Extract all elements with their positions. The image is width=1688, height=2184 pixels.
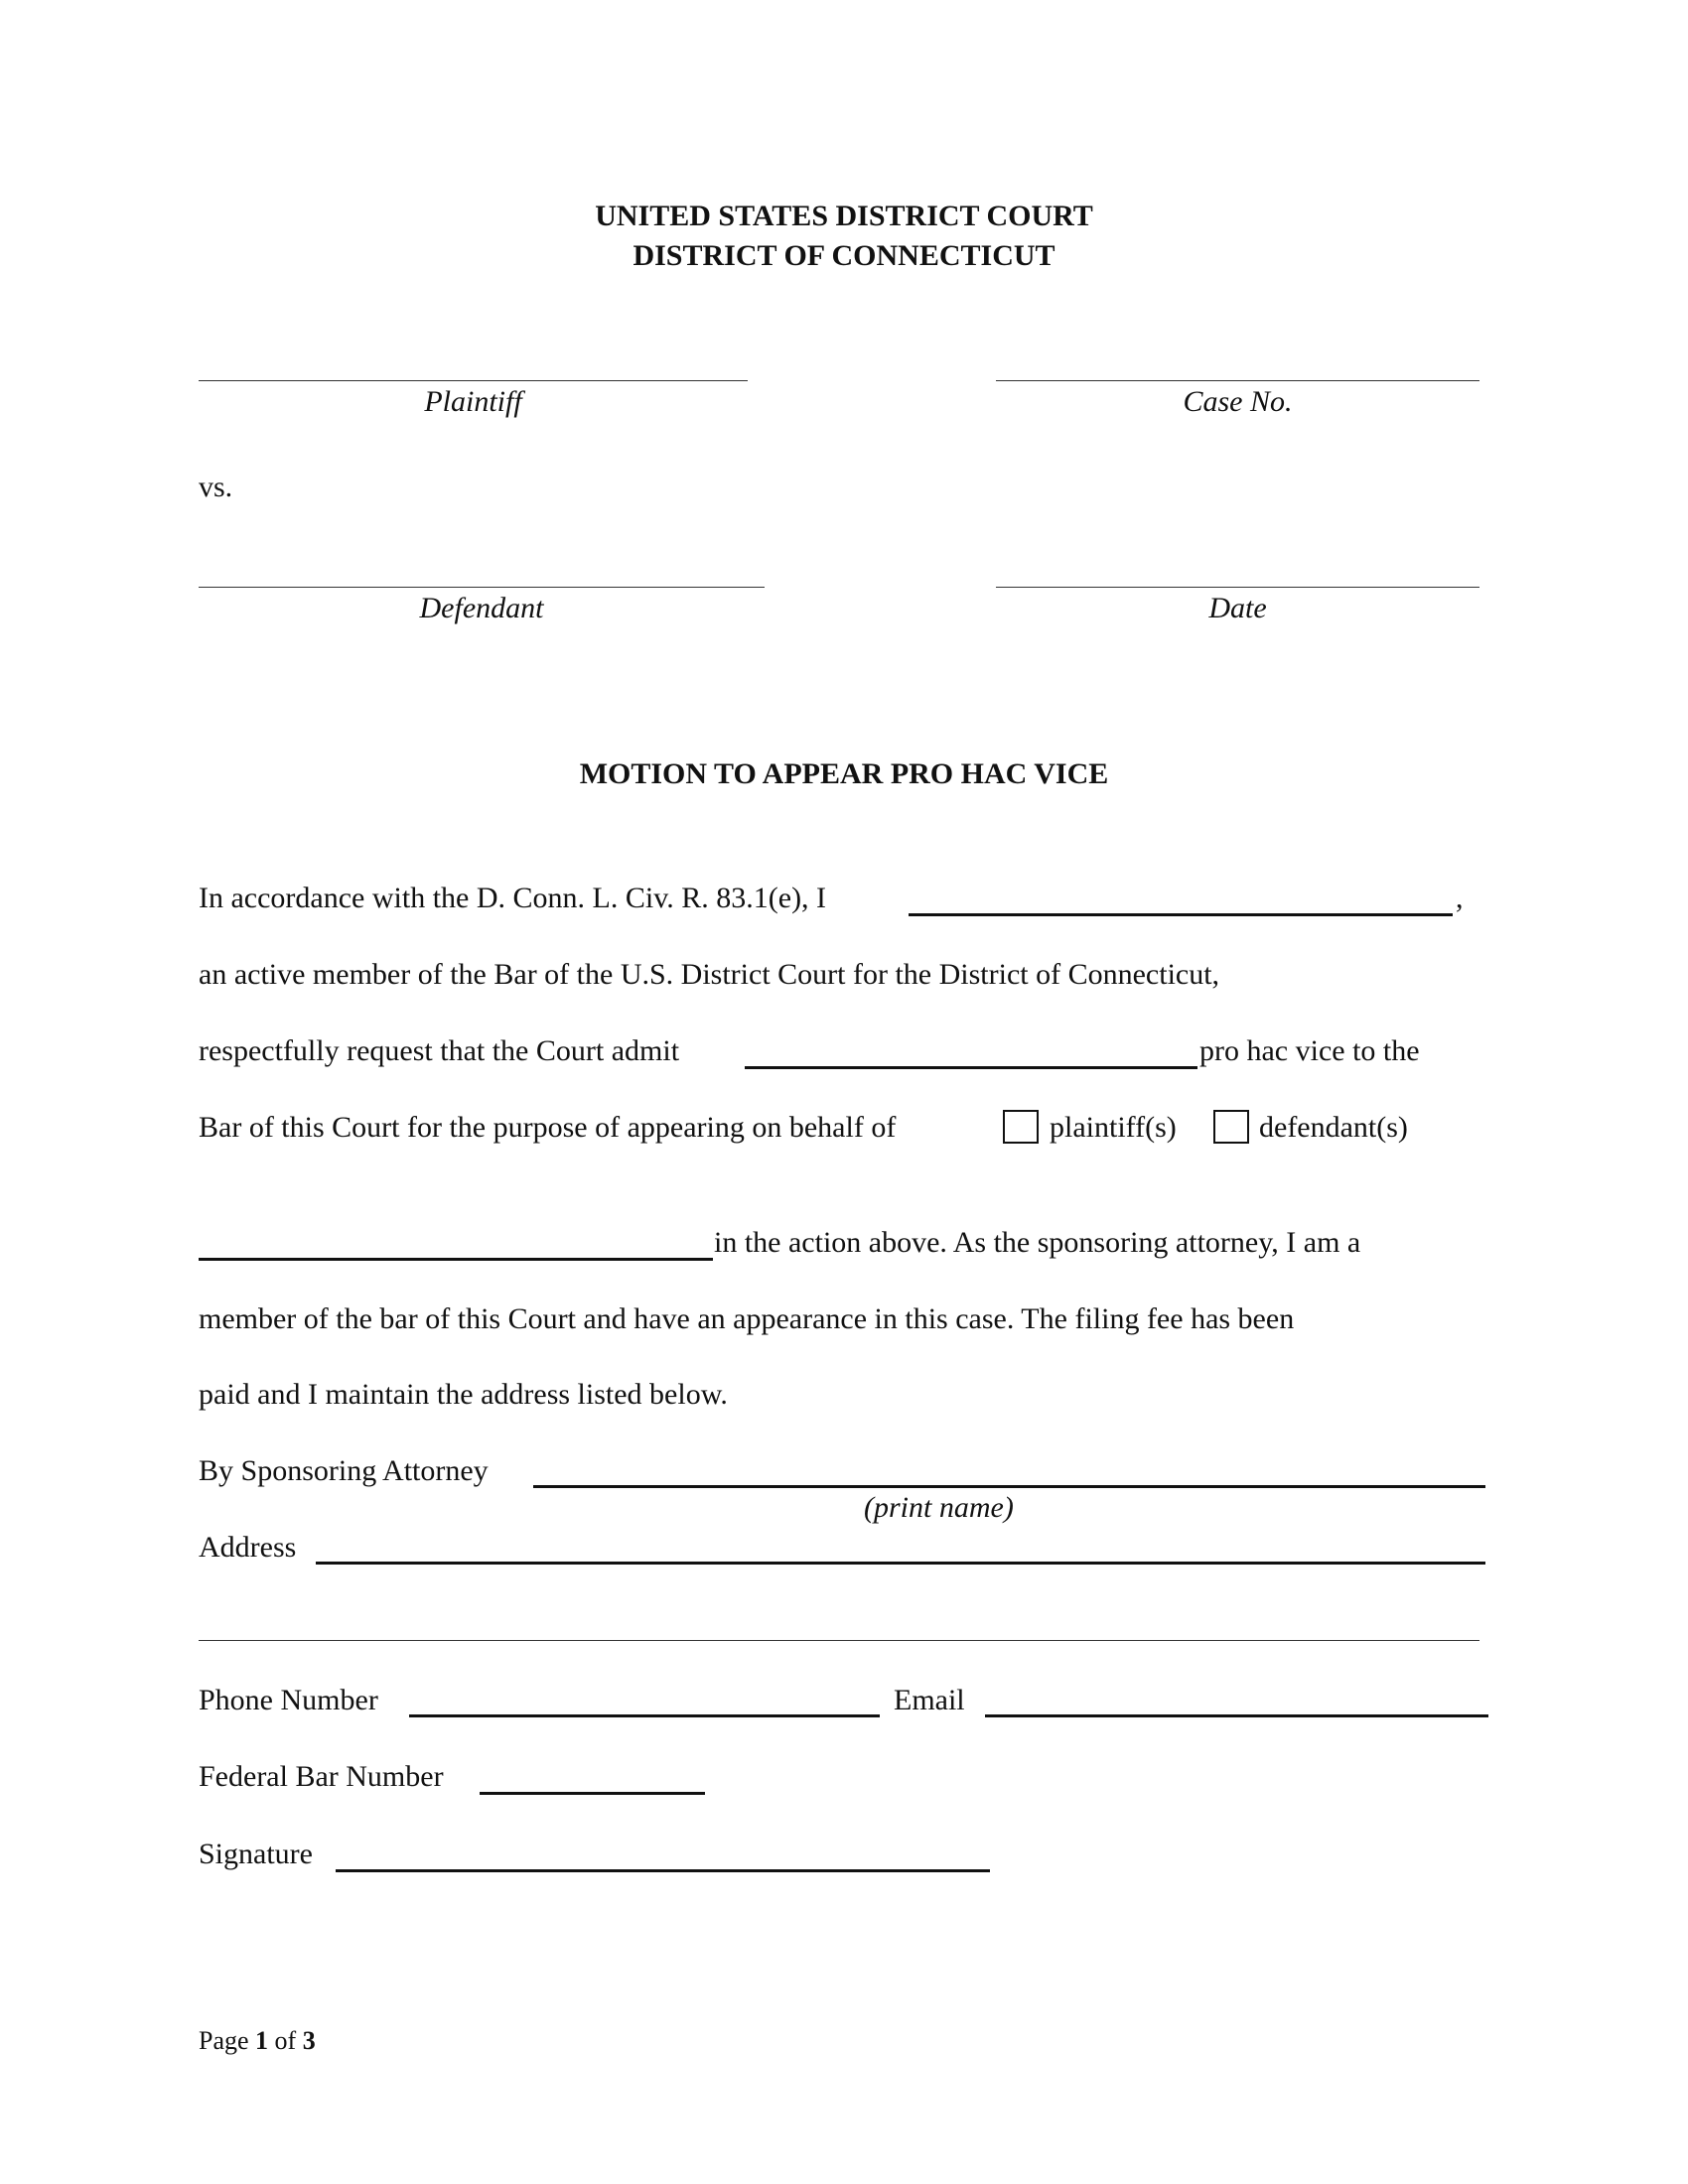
vs-text: vs. bbox=[199, 471, 233, 503]
body-line-2: an active member of the Bar of the U.S. District Court for the District of Connecticut, bbox=[199, 958, 1220, 991]
admittee-name-line[interactable] bbox=[745, 1066, 1197, 1069]
page-number bbox=[199, 2026, 316, 2056]
address-line-1[interactable] bbox=[316, 1562, 1485, 1565]
court-name: UNITED STATES DISTRICT COURT bbox=[595, 200, 1093, 232]
body-line-3-post: pro hac vice to the bbox=[1199, 1034, 1420, 1067]
district-name: DISTRICT OF CONNECTICUT bbox=[633, 239, 1055, 272]
defendant-line[interactable] bbox=[199, 587, 765, 588]
body-line-6: member of the bar of this Court and have an appearance in this case. The filing fee has been bbox=[199, 1302, 1295, 1335]
phone-line[interactable] bbox=[409, 1714, 880, 1717]
plaintiff-checkbox[interactable] bbox=[1003, 1110, 1039, 1144]
defendant-checkbox[interactable] bbox=[1213, 1110, 1249, 1144]
total-pages: 3 bbox=[302, 2026, 316, 2055]
applicant-name-line[interactable] bbox=[909, 913, 1453, 916]
defendant-label: Defendant bbox=[419, 592, 544, 624]
plaintiff-label: Plaintiff bbox=[424, 385, 522, 418]
case-no-line[interactable] bbox=[996, 380, 1479, 381]
signature-line[interactable] bbox=[336, 1869, 990, 1872]
federal-bar-label: Federal Bar Number bbox=[199, 1760, 444, 1793]
date-label: Date bbox=[1208, 592, 1267, 624]
address-label: Address bbox=[199, 1531, 297, 1564]
body-line-4-pre: Bar of this Court for the purpose of appearing on behalf of bbox=[199, 1111, 897, 1144]
plaintiff-checkbox-label: plaintiff(s) bbox=[1050, 1111, 1177, 1144]
date-line[interactable] bbox=[996, 587, 1479, 588]
address-line-2[interactable] bbox=[199, 1640, 1479, 1641]
federal-bar-line[interactable] bbox=[480, 1792, 705, 1795]
current-page: 1 bbox=[255, 2026, 269, 2055]
sponsoring-attorney-label: By Sponsoring Attorney bbox=[199, 1454, 489, 1487]
sponsoring-attorney-line[interactable] bbox=[533, 1485, 1485, 1488]
comma: , bbox=[1456, 882, 1464, 914]
body-line-3-pre: respectfully request that the Court admit bbox=[199, 1034, 680, 1067]
page-word: Page bbox=[199, 2026, 249, 2055]
plaintiff-line[interactable] bbox=[199, 380, 748, 381]
body-line-5: in the action above. As the sponsoring attorney, I am a bbox=[714, 1226, 1361, 1259]
body-line-1: In accordance with the D. Conn. L. Civ. R. 83.1(e), I bbox=[199, 882, 827, 914]
phone-label: Phone Number bbox=[199, 1684, 378, 1716]
email-label: Email bbox=[894, 1684, 965, 1716]
body-line-7: paid and I maintain the address listed below. bbox=[199, 1378, 728, 1411]
party-name-line[interactable] bbox=[199, 1258, 713, 1261]
document-title: MOTION TO APPEAR PRO HAC VICE bbox=[579, 757, 1109, 790]
defendant-checkbox-label: defendant(s) bbox=[1259, 1111, 1408, 1144]
signature-label: Signature bbox=[199, 1838, 313, 1870]
of-word: of bbox=[274, 2026, 297, 2055]
case-no-label: Case No. bbox=[1183, 385, 1293, 418]
email-line[interactable] bbox=[985, 1714, 1488, 1717]
print-name-hint: (print name) bbox=[864, 1491, 1014, 1524]
